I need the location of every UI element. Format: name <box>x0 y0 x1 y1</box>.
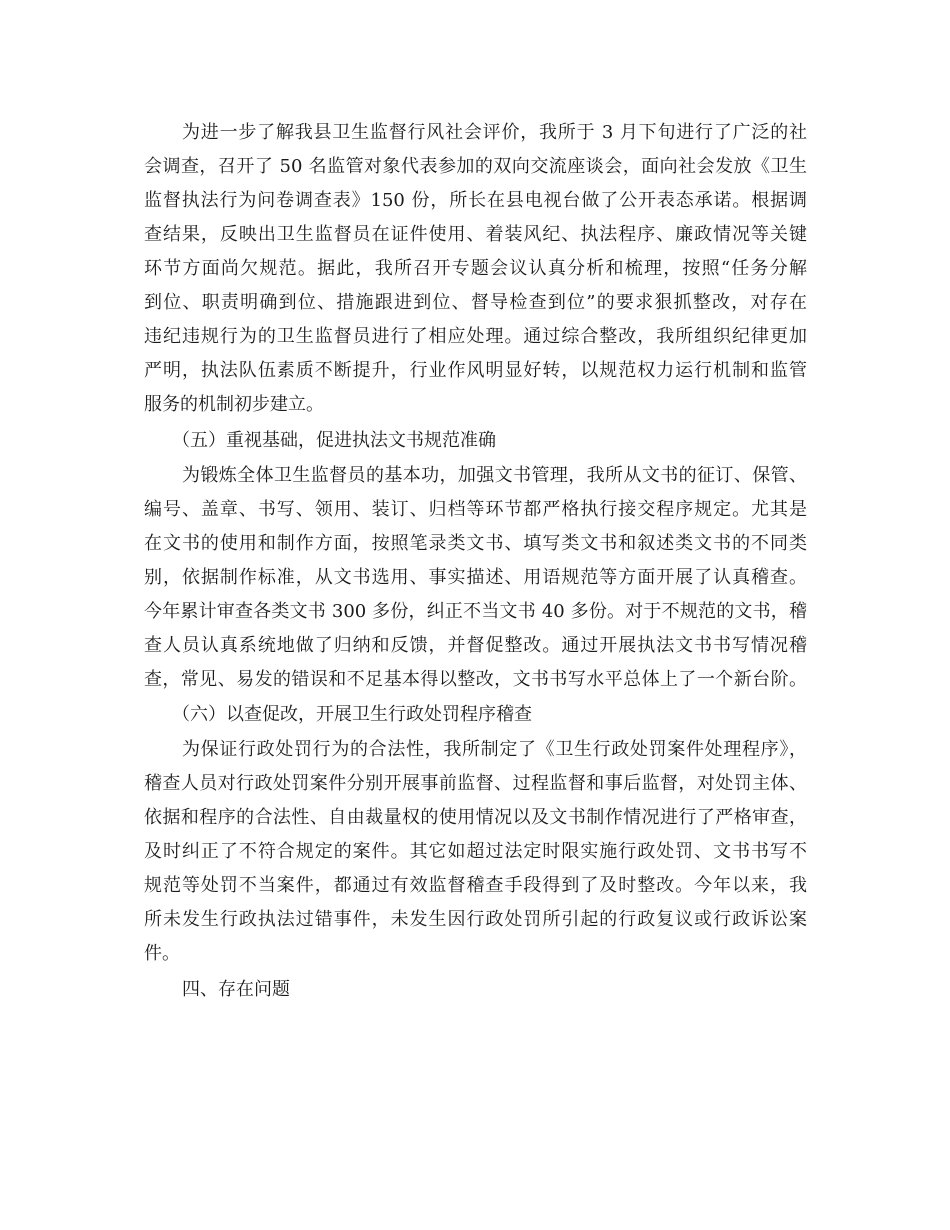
paragraph-line: 监督执法行为问卷调查表》150 份，所长在县电视台做了公开表态承诺。根据调 <box>144 190 807 211</box>
section-heading: （六）以查促改，开展卫生行政处罚程序稽查 <box>172 704 532 725</box>
paragraph-line: 为锻炼全体卫生监督员的基本功，加强文书管理，我所从文书的征订、保管、 <box>182 465 807 486</box>
paragraph-line: 为保证行政处罚行为的合法性，我所制定了《卫生行政处罚案件处理程序》， <box>182 739 807 760</box>
paragraph-line: 编号、盖章、书写、领用、装订、归档等环节都严格执行接交程序规定。尤其是 <box>144 499 807 520</box>
paragraph-line: 查结果，反映出卫生监督员在证件使用、着装风纪、执法程序、廉政情况等关键 <box>144 224 807 245</box>
paragraph-line: 别，依据制作标准，从文书选用、事实描述、用语规范等方面开展了认真稽查。 <box>144 567 807 588</box>
paragraph-line: 依据和程序的合法性、自由裁量权的使用情况以及文书制作情况进行了严格审查， <box>144 807 807 828</box>
paragraph-line: 服务的机制初步建立。 <box>144 394 324 415</box>
paragraph-line: 为进一步了解我县卫生监督行风社会评价，我所于 3 月下旬进行了广泛的社 <box>182 122 807 143</box>
paragraph-line: 查，常见、易发的错误和不足基本得以整改，文书书写水平总体上了一个新台阶。 <box>144 669 807 690</box>
paragraph-line: 所未发生行政执法过错事件，未发生因行政处罚所引起的行政复议或行政诉讼案 <box>144 909 807 930</box>
paragraph-line: 稽查人员对行政处罚案件分别开展事前监督、过程监督和事后监督，对处罚主体、 <box>144 773 807 794</box>
section-heading: （五）重视基础，促进执法文书规范准确 <box>172 430 496 451</box>
paragraph-line: 规范等处罚不当案件，都通过有效监督稽查手段得到了及时整改。今年以来，我 <box>144 875 807 896</box>
paragraph-line: 到位、职责明确到位、措施跟进到位、督导检查到位”的要求狠抓整改，对存在 <box>144 292 807 313</box>
section-heading: 四、存在问题 <box>182 979 290 1000</box>
paragraph-line: 在文书的使用和制作方面，按照笔录类文书、填写类文书和叙述类文书的不同类 <box>144 533 807 554</box>
paragraph-line: 查人员认真系统地做了归纳和反馈，并督促整改。通过开展执法文书书写情况稽 <box>144 635 807 656</box>
paragraph-line: 违纪违规行为的卫生监督员进行了相应处理。通过综合整改，我所组织纪律更加 <box>144 326 807 347</box>
paragraph-line: 及时纠正了不符合规定的案件。其它如超过法定时限实施行政处罚、文书书写不 <box>144 841 807 862</box>
paragraph-line: 会调查，召开了 50 名监管对象代表参加的双向交流座谈会，面向社会发放《卫生 <box>144 156 807 177</box>
paragraph-line: 环节方面尚欠规范。据此，我所召开专题会议认真分析和梳理，按照“任务分解 <box>144 258 807 279</box>
paragraph-line: 件。 <box>144 943 180 964</box>
paragraph-line: 严明，执法队伍素质不断提升，行业作风明显好转，以规范权力运行机制和监管 <box>144 360 807 381</box>
paragraph-line: 今年累计审查各类文书 300 多份，纠正不当文书 40 多份。对于不规范的文书，稽 <box>144 601 807 622</box>
